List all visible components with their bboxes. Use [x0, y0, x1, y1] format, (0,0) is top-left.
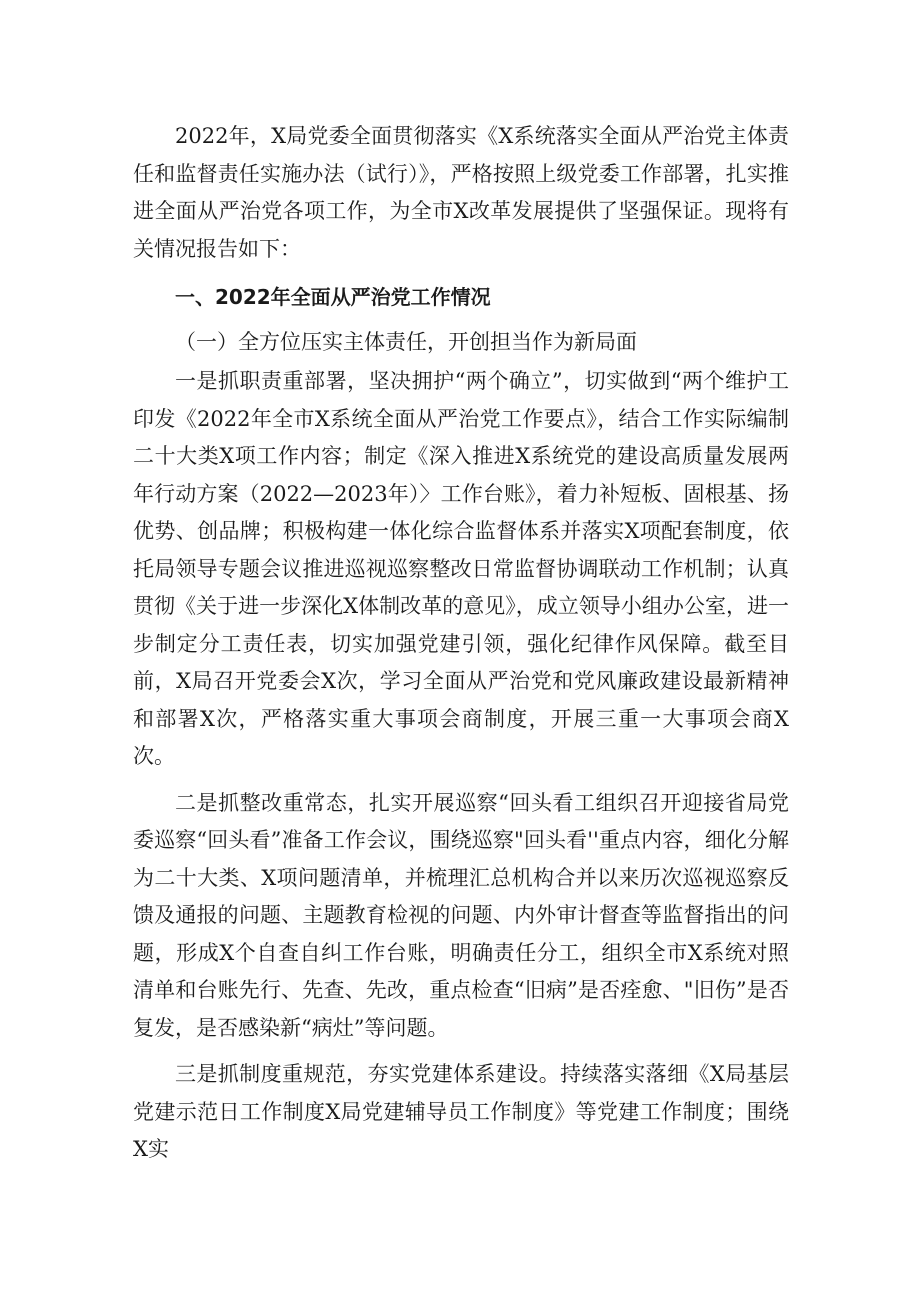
document-body	[133, 118, 789, 1169]
body-paragraph-1: 一是抓职责重部署，坚决拥护“两个确立”，切实做到“两个维护工印发《2022年全市X系统全面从严治党工作要点》，结合工作实际编制二十大类X项工作内容；制定《深入推进X系统党的建设高质量发展两年行动方案（2022—2023年）〉工作台账》，着力补短板、固根基、扬优势、创品牌；积极构建一体化综合监督体系并落实X项配套制度，依托局领导专题会议推进巡视巡察整改日常监督协调联动工作机制；认真贯彻《关于进一步深化X体制改革的意见》，成立领导小组办公室，进一步制定分工责任表，切实加强党建引领，强化纪律作风保障。截至目前，X局召开党委会X次，学习全面从严治党和党风廉政建设最新精神和部署X次，严格落实重大事项会商制度，开展三重一大事项会商X次。	[133, 369, 789, 768]
intro-paragraph: 2022年，X局党委全面贯彻落实《X系统落实全面从严治党主体责任和监督责任实施办法（试行）》，严格按照上级党委工作部署，扎实推进全面从严治党各项工作，为全市X改革发展提供了坚强保证。现将有关情况报告如下：	[133, 124, 789, 261]
body-paragraph-3: 三是抓制度重规范，夯实党建体系建设。持续落实落细《X局基层党建示范日工作制度X局党建辅导员工作制度》等党建工作制度；围绕X实	[133, 1062, 789, 1161]
subsection-heading: （一）全方位压实主体责任，开创担当作为新局面	[175, 330, 637, 354]
section-heading: 一、2022年全面从严治党工作情况	[175, 285, 491, 309]
body-paragraph-2: 二是抓整改重常态，扎实开展巡察“回头看工组织召开迎接省局党委巡察“回头看”准备工作会议，围绕巡察"回头看''重点内容，细化分解为二十大类、X项问题清单，并梳理汇总机构合并以来历次巡视巡察反馈及通报的问题、主题教育检视的问题、内外审计督查等监督指出的问题，形成X个自查自纠工作台账，明确责任分工，组织全市X系统对照清单和台账先行、先查、先改，重点检查“旧病”是否痊愈、"旧伤”是否复发，是否感染新“病灶”等问题。	[133, 790, 789, 1040]
